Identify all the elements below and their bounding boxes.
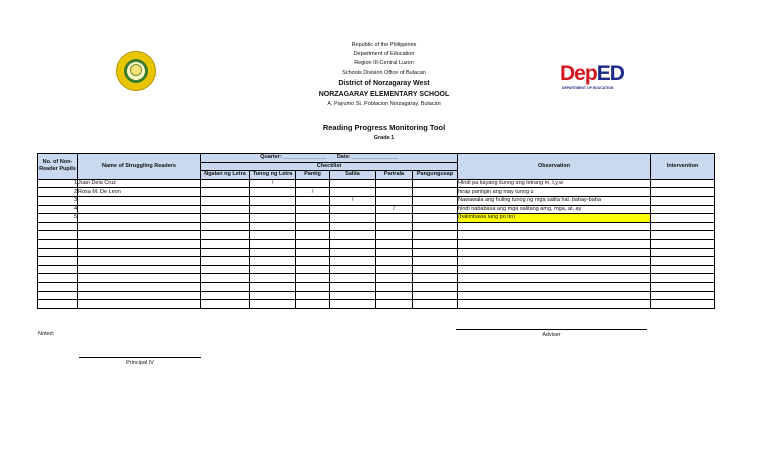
seal-center (130, 64, 142, 76)
header-region: Region III-Central Luzon (354, 60, 414, 66)
adviser-label: Adviser (542, 332, 561, 338)
check-cell (250, 214, 296, 223)
pupil-number: 4 (38, 205, 78, 214)
deped-logo-prefix: Dep (560, 62, 597, 85)
table-row (38, 188, 715, 197)
observation-cell: hirap pantigin ang may tunog u (458, 188, 651, 197)
check-cell (296, 205, 330, 214)
check-cell (201, 188, 250, 197)
pupil-name: Rosa M. De Leon (78, 188, 201, 197)
table-row-empty (38, 231, 715, 240)
check-cell (201, 179, 250, 188)
pupil-number: 1 (38, 179, 78, 188)
table-row-empty (38, 239, 715, 248)
pupil-number: 3 (38, 196, 78, 205)
quarter-date-header: Quarter: ______________ Date: _______________ (201, 154, 458, 163)
check-cell (250, 196, 296, 205)
check-cell (296, 179, 330, 188)
table-row-empty (38, 282, 715, 291)
pupil-name (78, 214, 201, 223)
check-cell (330, 214, 376, 223)
check-cell (250, 188, 296, 197)
check-cell (201, 196, 250, 205)
header-district: District of Norzagaray West (338, 80, 430, 87)
header-address: A. Payumo St. Poblacion Norzagaray, Bulacan (327, 101, 441, 107)
table-row-empty (38, 248, 715, 257)
header-republic: Republic of the Philippines (351, 42, 417, 48)
checklist-item: Tunog ng Letra (250, 171, 296, 180)
page-subtitle: Grade 1 (373, 135, 395, 141)
check-cell (330, 188, 376, 197)
deped-logo-suffix: ED (596, 62, 624, 85)
checklist-item: Salita (330, 171, 376, 180)
principal-signature-line (79, 357, 201, 358)
col-header-name: Name of Struggling Readers (78, 154, 201, 180)
intervention-cell (651, 196, 715, 205)
check-cell (376, 214, 413, 223)
table-row-empty (38, 257, 715, 266)
table-header-row-1 (38, 154, 715, 163)
table-row-empty (38, 291, 715, 300)
adviser-signature-line (456, 329, 647, 330)
table-row (38, 205, 715, 214)
checklist-item: Ngalan ng Letra (201, 171, 250, 180)
checklist-item: Parirala (376, 171, 413, 180)
pupil-number: 2 (38, 188, 78, 197)
deped-logo-subtext: DEPARTMENT OF EDUCATION (562, 86, 614, 90)
check-cell (376, 196, 413, 205)
intervention-cell (651, 205, 715, 214)
check-cell (413, 179, 458, 188)
checklist-item: Pangungusap (413, 171, 458, 180)
check-cell: / (330, 196, 376, 205)
monitoring-table (37, 153, 715, 309)
check-cell (250, 205, 296, 214)
header-division: Schools Division Office of Bulacan (342, 70, 426, 76)
noted-label: Noted: (38, 331, 55, 337)
check-cell (201, 214, 250, 223)
table-row (38, 179, 715, 188)
table-row (38, 214, 715, 223)
checklist-item: Pantig (296, 171, 330, 180)
check-cell (296, 196, 330, 205)
check-cell: / (296, 188, 330, 197)
table-row-empty (38, 274, 715, 283)
col-header-intervention: Intervention (651, 154, 715, 180)
pupil-number: 5 (38, 214, 78, 223)
check-cell (330, 179, 376, 188)
check-cell (413, 188, 458, 197)
header-school: NORZAGARAY ELEMENTARY SCHOOL (318, 91, 450, 98)
header-department: Department of Education (353, 51, 415, 57)
check-cell (413, 205, 458, 214)
check-cell (376, 188, 413, 197)
pupil-name: Juan Dela Cruz (78, 179, 201, 188)
checklist-header: Checklist (201, 162, 458, 171)
table-row-empty (38, 300, 715, 309)
check-cell (413, 214, 458, 223)
school-seal-icon (116, 51, 156, 91)
observation-cell: Hindi pa kayang itunog ang letrang m, t,y,w (458, 179, 651, 188)
table-row (38, 196, 715, 205)
table-row-empty (38, 222, 715, 231)
deped-logo (560, 62, 630, 96)
check-cell: / (250, 179, 296, 188)
check-cell: / (376, 205, 413, 214)
check-cell (413, 196, 458, 205)
observation-cell: hindi nababasa ang mga salitang amg, mga, at, ay (458, 205, 651, 214)
table-row-empty (38, 265, 715, 274)
observation-cell: Nawawala ang huling tunog ng mga salita hal. bahay-baha (458, 196, 651, 205)
intervention-cell (651, 214, 715, 223)
col-header-observation: Observation (458, 154, 651, 180)
check-cell (296, 214, 330, 223)
pupil-name (78, 196, 201, 205)
page-title: Reading Progress Monitoring Tool (322, 123, 446, 132)
deped-logo-word (560, 62, 624, 86)
col-header-num: No. of Non-Reader Pupils (38, 154, 78, 180)
intervention-cell (651, 188, 715, 197)
principal-label: Principal IV (126, 360, 154, 366)
check-cell (201, 205, 250, 214)
pupil-name (78, 205, 201, 214)
check-cell (376, 179, 413, 188)
intervention-cell (651, 179, 715, 188)
check-cell (330, 205, 376, 214)
observation-cell-highlighted: (halimbawa lang po ito) (458, 214, 651, 223)
